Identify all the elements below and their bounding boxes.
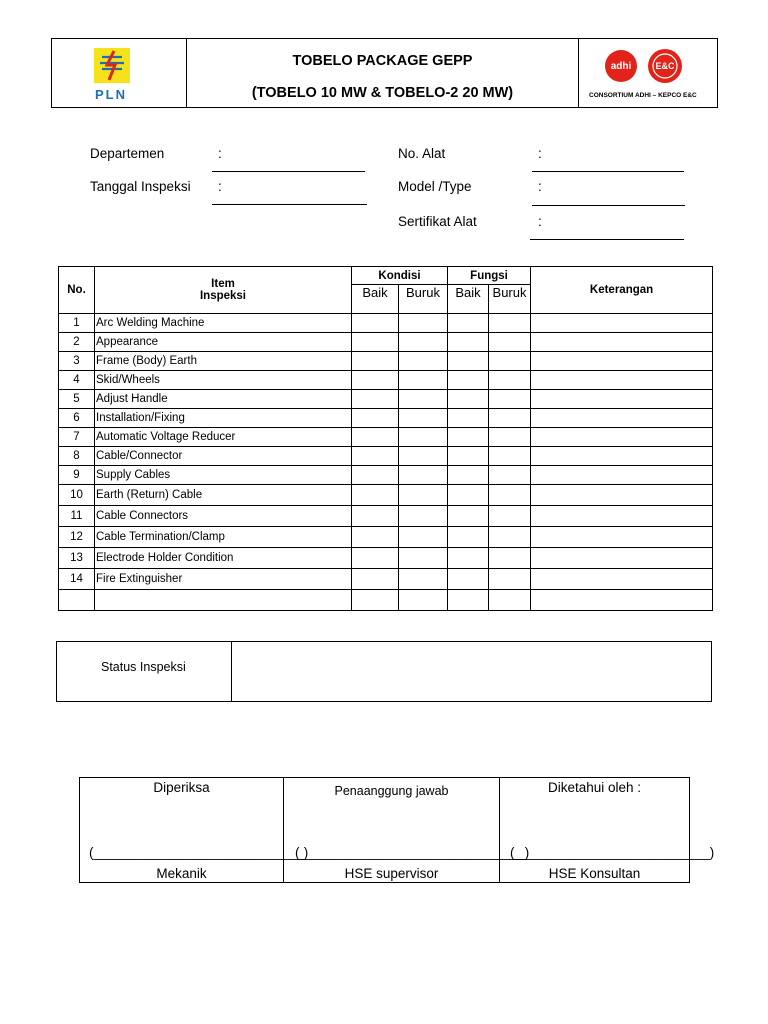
- fungsi-baik-cell[interactable]: [448, 548, 489, 569]
- row-item: Electrode Holder Condition: [95, 548, 352, 569]
- table-row: [59, 569, 713, 590]
- table-row: [59, 466, 713, 485]
- row-no: 1: [59, 314, 95, 333]
- fungsi-baik-cell[interactable]: [448, 428, 489, 447]
- fungsi-buruk-cell[interactable]: [489, 409, 531, 428]
- consortium-logo-icon: [579, 39, 717, 91]
- kondisi-baik-cell[interactable]: [352, 390, 399, 409]
- departemen-field[interactable]: [212, 171, 365, 172]
- row-no: 12: [59, 527, 95, 548]
- kondisi-baik-cell[interactable]: [352, 428, 399, 447]
- row-no: 3: [59, 352, 95, 371]
- adhi-badge-text: adhi: [610, 61, 632, 72]
- kondisi-buruk-cell[interactable]: [399, 590, 448, 611]
- keterangan-cell[interactable]: [531, 428, 713, 447]
- table-row: [59, 371, 713, 390]
- row-no: 10: [59, 485, 95, 506]
- kondisi-buruk-cell[interactable]: [399, 333, 448, 352]
- fungsi-baik-cell[interactable]: [448, 590, 489, 611]
- fungsi-buruk-cell[interactable]: [489, 447, 531, 466]
- keterangan-cell[interactable]: [531, 352, 713, 371]
- kondisi-buruk-cell[interactable]: [399, 352, 448, 371]
- fungsi-baik-cell[interactable]: [448, 371, 489, 390]
- no-alat-label: No. Alat: [398, 146, 446, 161]
- row-no: 9: [59, 466, 95, 485]
- fungsi-buruk-cell[interactable]: [489, 428, 531, 447]
- pln-logo-text: PLN: [95, 87, 127, 102]
- row-item: Cable/Connector: [95, 447, 352, 466]
- kondisi-baik-cell[interactable]: [352, 447, 399, 466]
- table-row: [59, 485, 713, 506]
- row-item: Earth (Return) Cable: [95, 485, 352, 506]
- kondisi-buruk-cell[interactable]: [399, 409, 448, 428]
- row-item: Fire Extinguisher: [95, 569, 352, 590]
- header-item-inspeksi: [95, 267, 352, 314]
- kondisi-buruk-cell[interactable]: [399, 447, 448, 466]
- table-row: [59, 314, 713, 333]
- kondisi-buruk-cell[interactable]: [399, 314, 448, 333]
- header-keterangan: Keterangan: [531, 267, 713, 314]
- kondisi-baik-cell[interactable]: [352, 371, 399, 390]
- no-alat-field[interactable]: [532, 171, 684, 172]
- row-no: 11: [59, 506, 95, 527]
- kondisi-buruk-cell[interactable]: [399, 428, 448, 447]
- signature-diperiksa-heading: Diperiksa: [153, 780, 210, 795]
- header-kondisi-baik: Baik: [352, 285, 399, 314]
- consortium-logo-cell: [579, 39, 717, 107]
- header-item-line2: Inspeksi: [199, 290, 247, 302]
- keterangan-cell[interactable]: [531, 527, 713, 548]
- keterangan-cell[interactable]: [531, 333, 713, 352]
- status-inspeksi-box: [56, 641, 712, 702]
- kondisi-baik-cell[interactable]: [352, 548, 399, 569]
- row-item: [95, 590, 352, 611]
- keterangan-cell[interactable]: [531, 506, 713, 527]
- keterangan-cell[interactable]: [531, 485, 713, 506]
- signature-penanggung-heading: Penaanggung jawab: [334, 784, 449, 798]
- fungsi-baik-cell[interactable]: [448, 447, 489, 466]
- pln-logo-cell: [52, 39, 187, 107]
- status-inspeksi-label: Status Inspeksi: [101, 660, 186, 674]
- kondisi-baik-cell[interactable]: [352, 569, 399, 590]
- signature-table: [79, 777, 715, 883]
- row-no: 4: [59, 371, 95, 390]
- kondisi-buruk-cell[interactable]: [399, 390, 448, 409]
- fungsi-buruk-cell[interactable]: [489, 371, 531, 390]
- keterangan-cell[interactable]: [531, 569, 713, 590]
- document-title: [187, 39, 579, 107]
- row-item: Supply Cables: [95, 466, 352, 485]
- kondisi-baik-cell[interactable]: [352, 466, 399, 485]
- fungsi-buruk-cell[interactable]: [489, 590, 531, 611]
- keterangan-cell[interactable]: [531, 314, 713, 333]
- row-item: Frame (Body) Earth: [95, 352, 352, 371]
- fungsi-buruk-cell[interactable]: [489, 314, 531, 333]
- table-row: [59, 428, 713, 447]
- kondisi-baik-cell[interactable]: [352, 506, 399, 527]
- fungsi-buruk-cell[interactable]: [489, 333, 531, 352]
- kondisi-baik-cell[interactable]: [352, 485, 399, 506]
- row-no: 2: [59, 333, 95, 352]
- consortium-caption: CONSORTIUM ADHI – KEPCO E&C: [589, 92, 697, 99]
- fungsi-buruk-cell[interactable]: [489, 527, 531, 548]
- row-no: 13: [59, 548, 95, 569]
- model-type-field[interactable]: [532, 205, 685, 206]
- document-header: [51, 38, 718, 108]
- status-inspeksi-field[interactable]: [232, 642, 711, 701]
- signature-penanggung-jawab: [284, 778, 530, 882]
- row-no: 14: [59, 569, 95, 590]
- signature-role-mekanik: Mekanik: [156, 866, 207, 881]
- header-kondisi-buruk: Buruk: [399, 285, 448, 314]
- kondisi-baik-cell[interactable]: [352, 352, 399, 371]
- row-no: 5: [59, 390, 95, 409]
- table-row: [59, 333, 713, 352]
- kondisi-buruk-cell[interactable]: [399, 466, 448, 485]
- fungsi-buruk-cell[interactable]: [489, 485, 531, 506]
- fungsi-buruk-cell[interactable]: [489, 390, 531, 409]
- signature-diperiksa: [80, 778, 309, 882]
- keterangan-cell[interactable]: [531, 590, 713, 611]
- table-row: [59, 409, 713, 428]
- fungsi-baik-cell[interactable]: [448, 569, 489, 590]
- keterangan-cell[interactable]: [531, 409, 713, 428]
- fungsi-baik-cell[interactable]: [448, 506, 489, 527]
- signature-diketahui: [500, 778, 715, 882]
- kondisi-buruk-cell[interactable]: [399, 485, 448, 506]
- fungsi-baik-cell[interactable]: [448, 485, 489, 506]
- kondisi-baik-cell[interactable]: [352, 527, 399, 548]
- kondisi-buruk-cell[interactable]: [399, 548, 448, 569]
- fungsi-buruk-cell[interactable]: [489, 352, 531, 371]
- status-inspeksi-label-cell: [57, 642, 232, 701]
- fungsi-buruk-cell[interactable]: [489, 569, 531, 590]
- table-row: [59, 527, 713, 548]
- row-item: Adjust Handle: [95, 390, 352, 409]
- table-row: [59, 506, 713, 527]
- header-kondisi: Kondisi: [352, 267, 448, 285]
- table-row: [59, 390, 713, 409]
- kondisi-buruk-cell[interactable]: [399, 569, 448, 590]
- no-alat-colon: :: [538, 146, 542, 161]
- model-type-label: Model /Type: [398, 179, 472, 194]
- row-no: 6: [59, 409, 95, 428]
- header-fungsi-baik: Baik: [448, 285, 489, 314]
- fungsi-baik-cell[interactable]: [448, 527, 489, 548]
- row-no: [59, 590, 95, 611]
- kondisi-baik-cell[interactable]: [352, 333, 399, 352]
- header-no: No.: [59, 267, 95, 314]
- header-item-line1: Item: [211, 278, 235, 290]
- fungsi-baik-cell[interactable]: [448, 466, 489, 485]
- title-line-1: TOBELO PACKAGE GEPP: [292, 53, 473, 69]
- keterangan-cell[interactable]: [531, 548, 713, 569]
- inspection-table: [58, 266, 713, 611]
- row-item: Appearance: [95, 333, 352, 352]
- fungsi-buruk-cell[interactable]: [489, 506, 531, 527]
- signature-diketahui-heading: Diketahui oleh :: [547, 780, 642, 795]
- table-row: [59, 548, 713, 569]
- table-row: [59, 447, 713, 466]
- signature-role-hse-supervisor: HSE supervisor: [344, 866, 439, 881]
- row-item: Skid/Wheels: [95, 371, 352, 390]
- row-item: Arc Welding Machine: [95, 314, 352, 333]
- fungsi-baik-cell[interactable]: [448, 333, 489, 352]
- kondisi-baik-cell[interactable]: [352, 409, 399, 428]
- row-item: Automatic Voltage Reducer: [95, 428, 352, 447]
- tanggal-inspeksi-label: Tanggal Inspeksi: [90, 179, 191, 194]
- tanggal-inspeksi-field[interactable]: [212, 204, 367, 205]
- fungsi-baik-cell[interactable]: [448, 409, 489, 428]
- fungsi-buruk-cell[interactable]: [489, 548, 531, 569]
- tanggal-colon: :: [218, 179, 222, 194]
- signature-line-mekanik[interactable]: (____________________________): [89, 845, 309, 860]
- sertifikat-alat-field[interactable]: [530, 239, 684, 240]
- title-line-2: (TOBELO 10 MW & TOBELO-2 20 MW): [251, 85, 514, 101]
- table-row: [59, 590, 713, 611]
- row-no: 7: [59, 428, 95, 447]
- kondisi-buruk-cell[interactable]: [399, 527, 448, 548]
- kondisi-baik-cell[interactable]: [352, 314, 399, 333]
- sertifikat-alat-label: Sertifikat Alat: [398, 214, 477, 229]
- header-fungsi: Fungsi: [448, 267, 531, 285]
- table-row: [59, 352, 713, 371]
- keterangan-cell[interactable]: [531, 466, 713, 485]
- keterangan-cell[interactable]: [531, 371, 713, 390]
- signature-line-hse-supervisor[interactable]: (______________________________): [295, 845, 530, 860]
- sertifikat-colon: :: [538, 214, 542, 229]
- fungsi-baik-cell[interactable]: [448, 314, 489, 333]
- row-item: Cable Termination/Clamp: [95, 527, 352, 548]
- fungsi-baik-cell[interactable]: [448, 352, 489, 371]
- kondisi-baik-cell[interactable]: [352, 590, 399, 611]
- kondisi-buruk-cell[interactable]: [399, 371, 448, 390]
- departemen-label: Departemen: [90, 146, 165, 161]
- signature-role-hse-konsultan: HSE Konsultan: [548, 866, 641, 881]
- row-item: Cable Connectors: [95, 506, 352, 527]
- keterangan-cell[interactable]: [531, 390, 713, 409]
- kondisi-buruk-cell[interactable]: [399, 506, 448, 527]
- fungsi-buruk-cell[interactable]: [489, 466, 531, 485]
- model-colon: :: [538, 179, 542, 194]
- signature-line-hse-konsultan[interactable]: (__________________________): [510, 845, 715, 860]
- fungsi-baik-cell[interactable]: [448, 390, 489, 409]
- keterangan-cell[interactable]: [531, 447, 713, 466]
- header-fungsi-buruk: Buruk: [489, 285, 531, 314]
- row-item: Installation/Fixing: [95, 409, 352, 428]
- ec-badge-text: E&C: [655, 61, 675, 71]
- row-no: 8: [59, 447, 95, 466]
- pln-logo-icon: [94, 48, 130, 83]
- departemen-colon: :: [218, 146, 222, 161]
